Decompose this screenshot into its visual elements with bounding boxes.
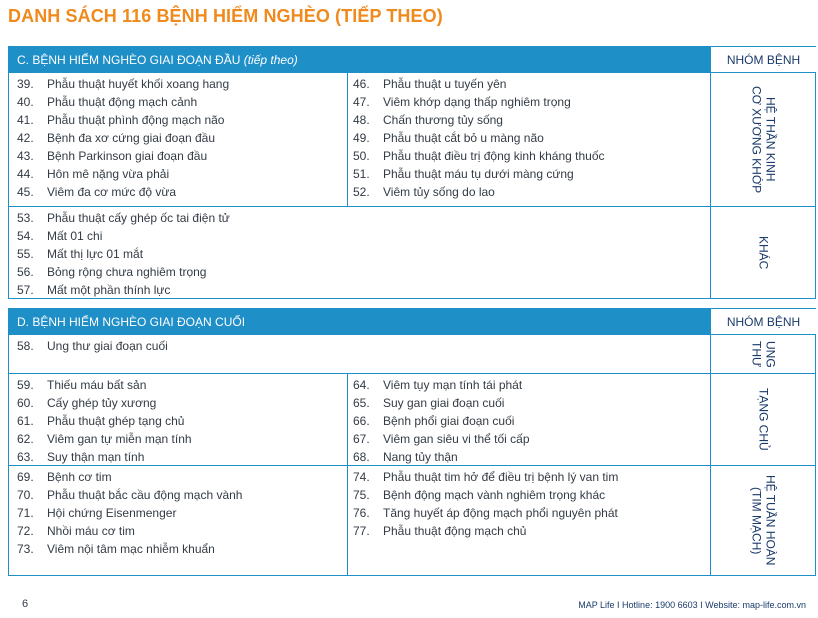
disease-number: 48. [353,113,370,127]
disease-item [353,523,705,541]
disease-number: 45. [17,185,34,199]
disease-name: Phẫu thuật động mạch cảnh [47,95,198,109]
disease-number: 63. [17,450,34,464]
disease-name: Suy gan giai đoạn cuối [383,396,505,410]
disease-item [353,377,705,395]
disease-name: Nang tủy thận [383,450,458,464]
disease-number: 72. [17,524,34,538]
disease-list-left [17,469,343,559]
disease-group [9,373,815,465]
disease-number: 62. [17,432,34,446]
disease-item [17,228,343,246]
disease-number: 44. [17,167,34,181]
disease-name: Phẫu thuật cấy ghép ốc tai điện tử [47,211,230,225]
disease-group-label [711,466,816,575]
disease-name: Hôn mê nặng vừa phải [47,167,170,181]
disease-item [17,377,343,395]
disease-item [17,148,343,166]
disease-name: Bệnh cơ tim [47,470,112,484]
disease-number: 59. [17,378,34,392]
disease-item [353,148,705,166]
disease-item [17,130,343,148]
disease-item [17,338,343,356]
disease-group-label [711,374,816,465]
section-title-note: (tiếp theo) [243,53,298,67]
disease-name: Viêm tủy sống do lao [383,185,495,199]
disease-group-label-text: UNG THƯ [749,340,778,368]
disease-number: 53. [17,211,34,225]
disease-name: Suy thận mạn tính [47,450,145,464]
disease-item [17,112,343,130]
disease-item [353,94,705,112]
disease-number: 74. [353,470,370,484]
disease-name: Viêm nội tâm mạc nhiễm khuẩn [47,542,215,556]
disease-name: Phẫu thuật điều trị động kinh kháng thuốc [383,149,605,163]
disease-group-label [711,73,816,206]
disease-number: 66. [353,414,370,428]
disease-number: 56. [17,265,34,279]
disease-number: 43. [17,149,34,163]
disease-name: Mất 01 chi [47,229,103,243]
disease-list-right [353,469,705,541]
disease-name: Viêm khớp dạng thấp nghiêm trọng [383,95,571,109]
disease-name: Bệnh đa xơ cứng giai đoạn đầu [47,131,216,145]
disease-item [353,130,705,148]
disease-group [9,335,815,373]
disease-name: Phẫu thuật máu tụ dưới màng cứng [383,167,574,181]
disease-name: Hội chứng Eisenmenger [47,506,177,520]
disease-group-label-text: KHÁC [756,235,771,270]
disease-item [353,166,705,184]
disease-group-label [711,207,816,298]
disease-group-label [711,335,816,373]
disease-item [353,431,705,449]
disease-name: Chấn thương tủy sống [383,113,503,127]
disease-name: Phẫu thuật tim hở để điều trị bệnh lý van tim [383,470,619,484]
disease-name: Phẫu thuật u tuyến yên [383,77,507,91]
disease-name: Phẫu thuật ghép tạng chủ [47,414,185,428]
disease-group [9,465,815,575]
disease-number: 75. [353,488,370,502]
disease-number: 70. [17,488,34,502]
disease-number: 40. [17,95,34,109]
disease-number: 54. [17,229,34,243]
disease-list-left [17,76,343,202]
disease-item [353,76,705,94]
page-number: 6 [22,598,29,610]
disease-number: 67. [353,432,370,446]
disease-name: Phẫu thuật cắt bỏ u màng não [383,131,544,145]
disease-name: Phẫu thuật động mạch chủ [383,524,527,538]
disease-number: 50. [353,149,370,163]
disease-name: Bệnh động mạch vành nghiêm trọng khác [383,488,606,502]
section-header [9,47,815,73]
section-header [9,309,815,335]
disease-number: 60. [17,396,34,410]
disease-item [17,282,343,300]
disease-number: 47. [353,95,370,109]
disease-item [17,487,343,505]
disease-number: 65. [353,396,370,410]
disease-group [9,73,815,206]
disease-item [17,505,343,523]
disease-number: 76. [353,506,370,520]
disease-list-left [17,377,343,467]
disease-item [17,76,343,94]
disease-number: 51. [353,167,370,181]
disease-item [17,264,343,282]
disease-item [353,487,705,505]
disease-group [9,206,815,298]
section-final-stage [8,308,816,576]
disease-item [17,413,343,431]
disease-number: 52. [353,185,370,199]
disease-number: 77. [353,524,370,538]
disease-item [353,395,705,413]
disease-list-right [353,377,705,467]
disease-name: Cấy ghép tủy xương [47,396,157,410]
disease-number: 64. [353,378,370,392]
disease-item [353,505,705,523]
disease-item [353,469,705,487]
disease-item [353,184,705,202]
disease-list-right [353,76,705,202]
disease-item [17,246,343,264]
disease-name: Tăng huyết áp động mạch phổi nguyên phát [383,506,618,520]
disease-item [17,541,343,559]
disease-number: 68. [353,450,370,464]
disease-item [17,469,343,487]
disease-item [17,210,343,228]
disease-number: 39. [17,77,34,91]
section-title: C. BỆNH HIỂM NGHÈO GIAI ĐOẠN ĐẦU (tiếp theo) [9,47,710,72]
disease-name: Bệnh Parkinson giai đoạn đầu [47,149,208,163]
disease-name: Phẫu thuật bắc cầu động mạch vành [47,488,243,502]
section-title: D. BỆNH HIỂM NGHÈO GIAI ĐOẠN CUỐI [9,309,710,334]
disease-group-column-header: NHÓM BỆNH [710,309,816,334]
disease-item [17,94,343,112]
disease-group-column-header: NHÓM BỆNH [710,47,816,72]
disease-number: 41. [17,113,34,127]
disease-name: Mất thị lực 01 mắt [47,247,144,261]
disease-item [353,413,705,431]
disease-number: 57. [17,283,34,297]
disease-name: Viêm đa cơ mức độ vừa [47,185,177,199]
disease-number: 42. [17,131,34,145]
disease-name: Phẫu thuật phình động mạch não [47,113,225,127]
disease-name: Thiếu máu bất sản [47,378,147,392]
disease-number: 71. [17,506,34,520]
disease-group-label-text: HỆ THẦN KINH CƠ XƯƠNG KHỚP [749,85,778,194]
disease-number: 49. [353,131,370,145]
disease-number: 73. [17,542,34,556]
disease-name: Viêm tụy mạn tính tái phát [383,378,523,392]
disease-number: 61. [17,414,34,428]
disease-group-label-text: TẠNG CHỦ [756,388,771,451]
disease-name: Bỏng rộng chưa nghiêm trọng [47,265,207,279]
disease-number: 58. [17,339,34,353]
disease-item [17,523,343,541]
disease-name: Bệnh phổi giai đoạn cuối [383,414,515,428]
disease-list-left [17,338,343,356]
disease-name: Viêm gan tự miễn mạn tính [47,432,192,446]
disease-number: 55. [17,247,34,261]
disease-item [353,112,705,130]
disease-name: Mất một phần thính lực [47,283,171,297]
disease-item [17,431,343,449]
disease-name: Ung thư giai đoạn cuối [47,339,168,353]
disease-name: Viêm gan siêu vi thể tối cấp [383,432,530,446]
section-early-stage [8,46,816,299]
disease-number: 69. [17,470,34,484]
disease-name: Phẫu thuật huyết khối xoang hang [47,77,230,91]
disease-name: Nhồi máu cơ tim [47,524,135,538]
page-title: DANH SÁCH 116 BỆNH HIỂM NGHÈO (TIẾP THEO) [8,6,443,26]
disease-item [17,166,343,184]
disease-list-left [17,210,343,300]
disease-item [17,184,343,202]
disease-item [17,395,343,413]
disease-number: 46. [353,77,370,91]
disease-group-label-text: HỆ TUẦN HOÀN (TIM MẠCH) [749,475,778,566]
footer-contact-info: MAP Life I Hotline: 1900 6603 I Website: map-life.com.vn [578,600,806,610]
